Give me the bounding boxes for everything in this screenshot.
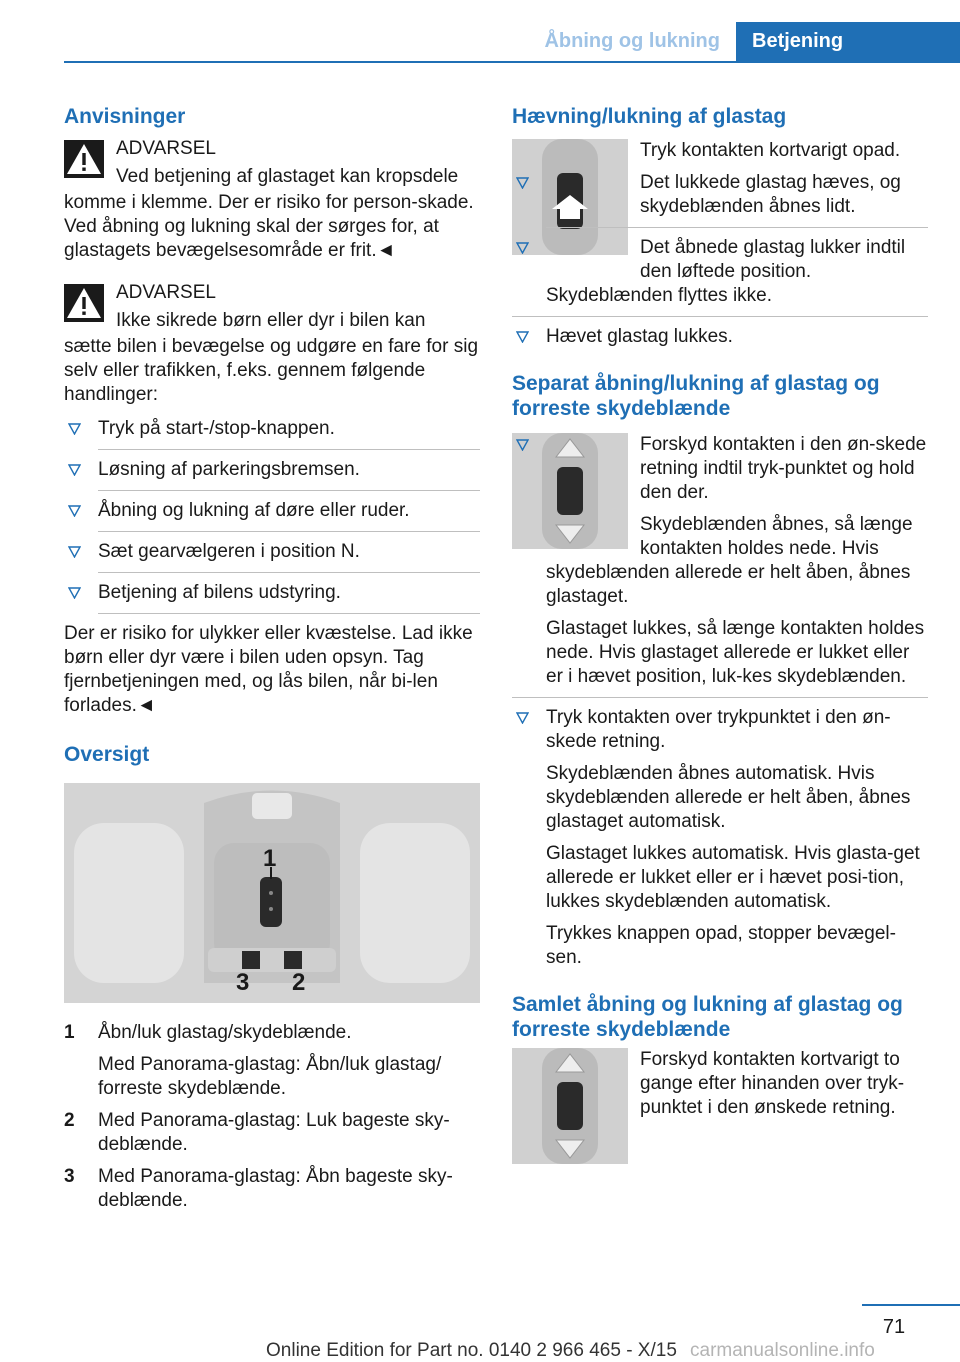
list-item: Forskyd kontakten i den øn-skede retning indtil tryk-punktet og hold den der. Skydeblænden åbnes, så længe kontakten holdes nede. Hvis skydeblænden allerede er helt åben, åbnes glastaget. Glastaget lukkes, så længe kontakten holdes nede. Hvis glastaget allerede er lukket eller er i hævet position, luk-kes skydeblænden. — [512, 433, 928, 689]
list-item: Sæt gearvælgeren i position N. — [64, 540, 480, 573]
bullet-triangle-icon — [516, 439, 529, 451]
heading-oversigt: Oversigt — [64, 743, 150, 766]
footer-rule — [862, 1304, 960, 1306]
bullet-triangle-icon — [516, 712, 529, 724]
list-item: Tryk kontakten over trykpunktet i den øn-skede retning. Skydeblænden åbnes automatisk. Hvis skydeblænden allerede er helt åben, åbnes glastaget automatisk. Glastaget lukkes automatisk. Hvis glasta-get allerede er lukket eller er i hævet posi-tion, lukkes skydeblænden automatisk. Trykkes knappen opad, stopper bevægel-sen. — [512, 706, 928, 970]
list-item: Hævet glastag lukkes. — [512, 325, 928, 349]
list-item: Det åbnede glastag lukker indtil den løftede position. Skydeblænden flyttes ikke. — [512, 236, 928, 308]
warning-lead-1: Ved betjening af glastaget kan kropsdele — [116, 166, 459, 187]
warning-body-1: komme i klemme. Der er risiko for person-skade. Ved åbning og lukning skal der sørges for, at glastagets bevægelsesområde er frit.◄ — [64, 192, 474, 261]
watermark: carmanualsonline.info — [690, 1340, 875, 1361]
heading-separat: Separat åbning/lukning af glastag og forreste skydeblænde — [512, 372, 880, 420]
bullet-triangle-icon — [68, 546, 81, 558]
bullet-triangle-icon — [68, 505, 81, 517]
samlet-text: Forskyd kontakten kortvarigt to gange efter hinanden over tryk-punktet i den ønskede retning. — [640, 1049, 905, 1118]
heading-samlet: Samlet åbning og lukning af glastag og forreste skydeblænde — [512, 993, 903, 1041]
bullet-triangle-icon — [516, 177, 529, 189]
header-chapter-tab: Betjening — [736, 22, 960, 62]
heading-haevning: Hævning/lukning af glastag — [512, 105, 787, 128]
right-column — [512, 104, 928, 1170]
roof-control-illustration — [64, 783, 480, 1003]
list-item: Åbning og lukning af døre eller ruder. — [64, 499, 480, 532]
warning-triangle-icon — [64, 284, 104, 322]
list-item: Det lukkede glastag hæves, og skydeblænden åbnes lidt. — [512, 171, 928, 228]
page-number: 71 — [882, 1316, 906, 1338]
list-item: Løsning af parkeringsbremsen. — [64, 458, 480, 491]
section-separat — [512, 433, 928, 970]
list-item: Betjening af bilens udstyring. — [64, 581, 480, 614]
section-haevning — [512, 139, 928, 349]
edition-text: Online Edition for Part no. 0140 2 966 465 - X/15 — [266, 1340, 677, 1361]
list-item: Tryk på start-/stop-knappen. — [64, 417, 480, 450]
page-header — [0, 0, 960, 64]
figure-callout-3: 3 — [236, 969, 250, 996]
header-section-title: Åbning og lukning — [544, 30, 720, 52]
warning-block-2 — [64, 281, 480, 718]
figure-callout-1: 1 — [263, 845, 277, 872]
section-samlet — [512, 1048, 928, 1120]
intro-haevning: Tryk kontakten kortvarigt opad. — [640, 140, 901, 161]
warning-title-2: ADVARSEL — [116, 282, 216, 303]
heading-anvisninger: Anvisninger — [64, 105, 186, 128]
legend-item-2: 2 Med Panorama-glastag: Luk bageste sky-deblænde. — [64, 1110, 450, 1155]
warning-action-list — [64, 417, 480, 614]
warning-body-2: sætte bilen i bevægelse og udgøre en fare for sig selv eller trafikken, f.eks. gennem følgende handlinger: — [64, 336, 479, 405]
header-rule — [64, 61, 960, 63]
figure-callout-2: 2 — [292, 969, 306, 996]
warning-title-1: ADVARSEL — [116, 138, 216, 159]
warning-triangle-icon — [64, 140, 104, 178]
legend-item-1: 1 Åbn/luk glastag/skydeblænde. Med Panorama-glastag: Åbn/luk glastag/ forreste skydeblænde. — [64, 1022, 442, 1099]
warning-lead-2: Ikke sikrede børn eller dyr i bilen kan — [116, 310, 426, 331]
figure-legend — [64, 1021, 480, 1213]
left-column — [64, 104, 480, 1221]
warning-block-1 — [64, 137, 480, 263]
bullet-triangle-icon — [68, 423, 81, 435]
bullet-triangle-icon — [516, 331, 529, 343]
warning-closing: Der er risiko for ulykker eller kvæstelse. Lad ikke børn eller dyr være i bilen uden opsyn. Tag fjernbetjeningen med, og lås bilen, når bi-len forlades.◄ — [64, 623, 473, 716]
bullet-triangle-icon — [68, 464, 81, 476]
bullet-triangle-icon — [516, 242, 529, 254]
haevning-list — [512, 171, 928, 308]
legend-item-3: 3 Med Panorama-glastag: Åbn bageste sky-deblænde. — [64, 1166, 453, 1211]
switch-thumbnail-3 — [512, 1048, 628, 1164]
bullet-triangle-icon — [68, 587, 81, 599]
overview-figure — [64, 783, 480, 1003]
